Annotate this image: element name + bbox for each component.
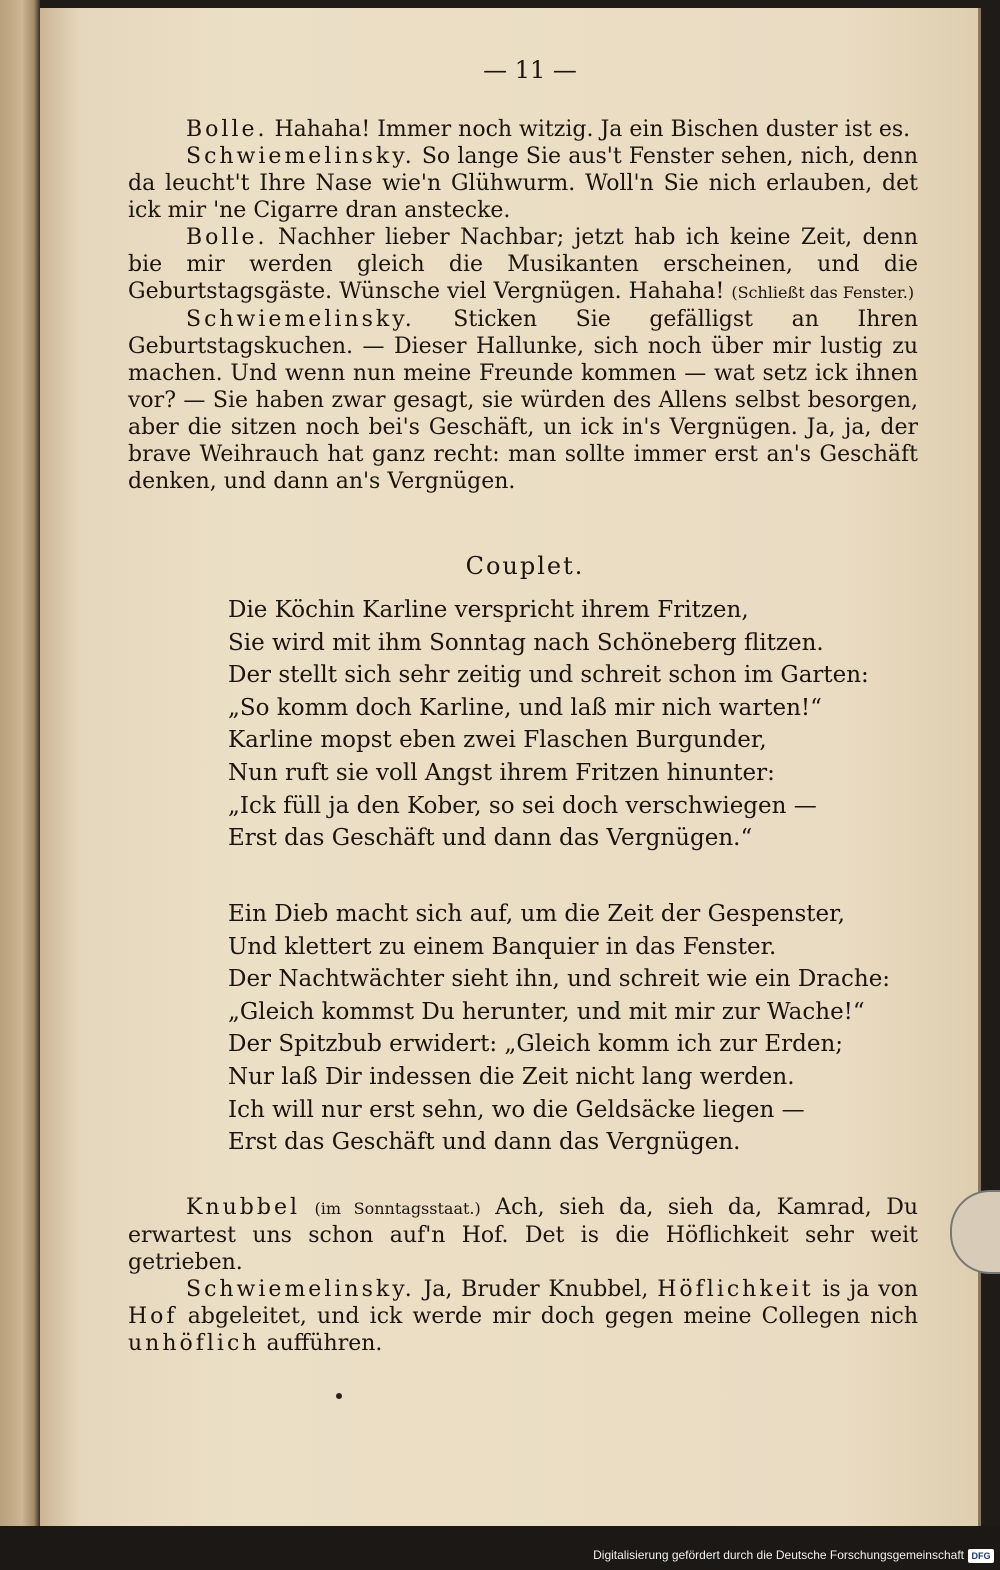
stage-direction: (Schließt das Fenster.)	[731, 283, 915, 302]
verse-line: „Ick füll ja den Kober, so sei doch verschwiegen —	[228, 792, 817, 819]
speaker-name: Knubbel	[186, 1195, 300, 1220]
verse-line: Karline mopst eben zwei Flaschen Burgunder,	[228, 727, 767, 754]
verse-line: Erst das Geschäft und dann das Vergnügen.	[228, 1129, 741, 1156]
verse-line: Erst das Geschäft und dann das Vergnügen.“	[228, 825, 753, 852]
verse-line: Die Köchin Karline verspricht ihrem Fritzen,	[228, 597, 749, 623]
dialogue-text: Ach, sieh da, sieh da, Kamrad, Du erwartest uns schon auf'n Hof. Det is die Höflichkeit sehr weit getrieben.	[128, 1195, 919, 1275]
emphasis-text: Hof	[128, 1304, 178, 1329]
verse-line: Ich will nur erst sehn, wo die Geldsäcke liegen —	[228, 1096, 805, 1123]
dialogue-text: abgeleitet, und ick werde mir doch gegen meine Collegen nich	[187, 1304, 918, 1329]
dialogue-text: Hahaha! Immer noch witzig. Ja ein Bischen duster ist es.	[274, 117, 911, 142]
speaker-name: Bolle.	[186, 225, 268, 250]
paragraph-schwiemelinsky-3	[128, 1276, 918, 1357]
funding-credit: Digitalisierung gefördert durch die Deutsche Forschungsgemeinschaft	[593, 1548, 964, 1562]
speaker-name: Schwiemelinsky.	[186, 144, 415, 169]
verse-line: Der Spitzbub erwidert: „Gleich komm ich zur Erden;	[228, 1031, 844, 1058]
emphasis-text: unhöflich	[128, 1331, 260, 1356]
verse-line: Der stellt sich sehr zeitig und schreit schon im Garten:	[228, 662, 869, 689]
dialogue-text: So lange Sie aus't Fenster sehen, nich, denn da leucht't Ihre Nase wie'n Glühwurm. Woll'n Sie nich erlauben, det ick mir 'ne Cigarre dran anstecke.	[128, 144, 918, 223]
dialogue-text: aufführen.	[266, 1331, 383, 1356]
ink-dot	[336, 1393, 342, 1399]
dialogue-text: is ja von	[822, 1277, 919, 1302]
verse-line: „So komm doch Karline, und laß mir nich warten!“	[228, 694, 822, 721]
stanza-1	[228, 594, 908, 855]
page-number: — 11 —	[483, 56, 577, 84]
verse-line: Nun ruft sie voll Angst ihrem Fritzen hinunter:	[228, 759, 775, 786]
paragraph-schwiemelinsky-1	[128, 143, 918, 224]
dialogue-bottom	[128, 1194, 918, 1357]
speaker-name: Schwiemelinsky.	[186, 1277, 415, 1302]
stage-direction: (im Sonntagsstaat.)	[314, 1199, 481, 1218]
dialogue-top	[128, 116, 918, 495]
verse-line: Ein Dieb macht sich auf, um die Zeit der Gespenster,	[228, 901, 845, 927]
speaker-name: Schwiemelinsky.	[186, 307, 415, 332]
footer-bar	[0, 1526, 1000, 1570]
dfg-logo: DFG	[968, 1549, 994, 1563]
verse-line: Nur laß Dir indessen die Zeit nicht lang werden.	[228, 1063, 795, 1090]
dialogue-text: Ja, Bruder Knubbel,	[423, 1277, 649, 1302]
paragraph-bolle-1	[128, 116, 918, 143]
dialogue-text: Nachher lieber Nachbar; jetzt hab ich keine Zeit, denn bie mir werden gleich die Musikanten erscheinen, und die Geburtstagsgäste. Wünsche viel Vergnügen. Hahaha!	[128, 225, 918, 304]
stanza-2	[228, 898, 908, 1159]
verse-line: Sie wird mit ihm Sonntag nach Schöneberg flitzen.	[228, 629, 824, 656]
verse-line: „Gleich kommst Du herunter, und mit mir zur Wache!“	[228, 998, 865, 1025]
paragraph-schwiemelinsky-2	[128, 306, 918, 495]
verse-line: Der Nachtwächter sieht ihn, und schreit wie ein Drache:	[228, 966, 891, 993]
verse-line: Und klettert zu einem Banquier in das Fenster.	[228, 933, 777, 960]
speaker-name: Bolle.	[186, 117, 268, 142]
couplet-heading: Couplet.	[465, 552, 585, 580]
paragraph-bolle-2	[128, 224, 918, 306]
dialogue-text: Sticken Sie gefälligst an Ihren Geburtstagskuchen. — Dieser Hallunke, sich noch über mir lustig zu machen. Und wenn nun meine Freunde kommen — wat setz ick ihnen vor? — Sie haben zwar gesagt, sie würden des Allens selbst besorgen, aber die sitzen noch bei's Geschäft, un ick in's Vergnügen. Ja, ja, der brave Weihrauch hat ganz recht: man sollte immer erst an's Geschäft denken, und dann an's Vergnügen.	[128, 307, 919, 494]
emphasis-text: Höflichkeit	[657, 1277, 814, 1302]
previous-page-edge	[0, 0, 40, 1530]
paragraph-knubbel	[128, 1194, 918, 1276]
